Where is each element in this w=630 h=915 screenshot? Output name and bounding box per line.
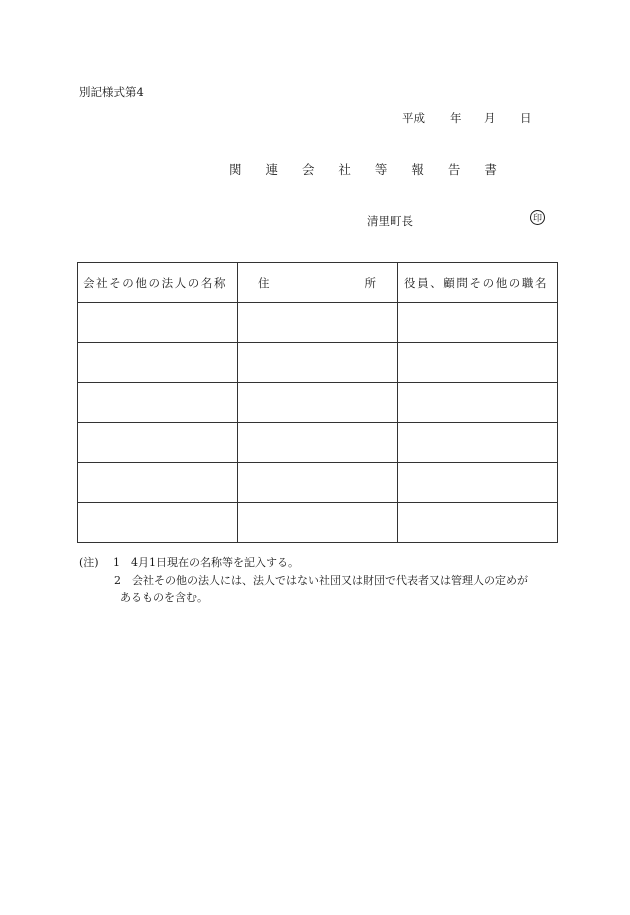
table-cell[interactable] [78, 383, 238, 423]
table-cell[interactable] [78, 503, 238, 543]
note-number: 2 [114, 573, 121, 587]
table-row [78, 383, 558, 423]
table-cell[interactable] [398, 343, 558, 383]
column-header-position: 役員、顧問その他の職名 [398, 263, 558, 303]
table-cell[interactable] [238, 503, 398, 543]
addressee: 清里町長 [367, 214, 413, 228]
table-cell[interactable] [238, 383, 398, 423]
table-header-row [78, 263, 558, 303]
note-item [79, 554, 528, 572]
note-number: 1 [113, 556, 120, 569]
note-text: 4月1日現在の名称等を記入する。 [131, 556, 299, 569]
date-line [402, 110, 532, 126]
table-row [78, 303, 558, 343]
table-row [78, 463, 558, 503]
table-cell[interactable] [398, 503, 558, 543]
column-header-address [238, 263, 398, 303]
note-text: 会社その他の法人には、法人ではない社団又は財団で代表者又は管理人の定めが [132, 573, 528, 587]
form-number: 別記様式第4 [79, 85, 144, 99]
notes [79, 554, 528, 607]
table-cell[interactable] [398, 423, 558, 463]
seal-icon: 印 [530, 210, 545, 225]
document-title: 関 連 会 社 等 報 告 書 [229, 162, 507, 177]
column-header-address-part2: 所 [364, 275, 376, 290]
table-cell[interactable] [238, 303, 398, 343]
table-cell[interactable] [78, 303, 238, 343]
date-month: 月 [484, 111, 496, 125]
date-era: 平成 [402, 111, 425, 125]
table-cell[interactable] [78, 343, 238, 383]
table-row [78, 343, 558, 383]
table-row [78, 503, 558, 543]
column-header-address-part1: 住 [258, 275, 270, 290]
date-year: 年 [450, 111, 462, 125]
table-row [78, 423, 558, 463]
table-cell[interactable] [78, 463, 238, 503]
note-item [79, 572, 528, 590]
table-cell[interactable] [238, 463, 398, 503]
table-cell[interactable] [238, 343, 398, 383]
column-header-company-name: 会社その他の法人の名称 [78, 263, 238, 303]
table-cell[interactable] [78, 423, 238, 463]
report-table [77, 262, 558, 543]
table-cell[interactable] [398, 383, 558, 423]
table-cell[interactable] [238, 423, 398, 463]
table-cell[interactable] [398, 303, 558, 343]
date-day: 日 [520, 111, 532, 125]
notes-label: (注) [79, 556, 99, 569]
note-text-continuation: あるものを含む。 [120, 591, 208, 604]
table-cell[interactable] [398, 463, 558, 503]
